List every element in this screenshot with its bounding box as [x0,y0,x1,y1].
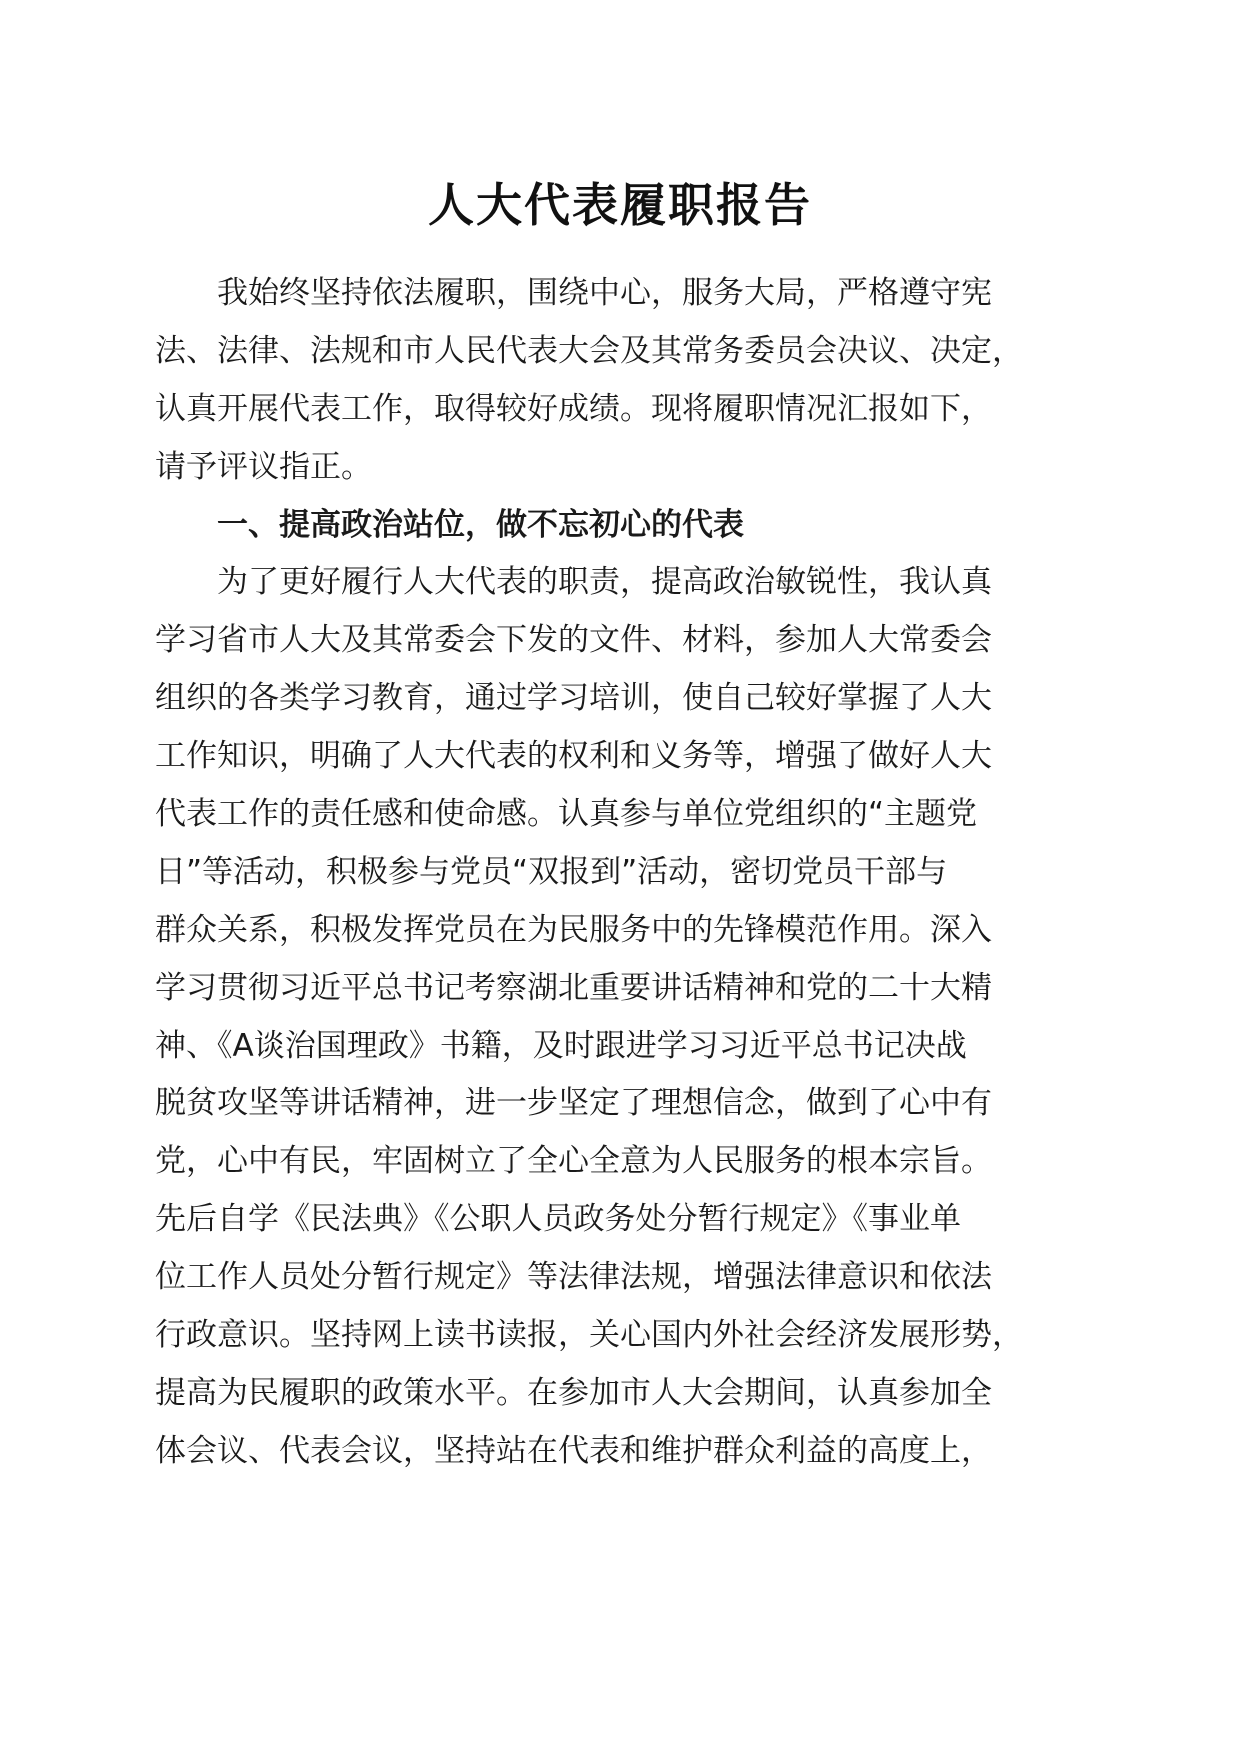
text-line: 学习省市人大及其常委会下发的文件、材料，参加人大常委会 [155,622,992,659]
text-line: 法、法律、法规和市人民代表大会及其常务委员会决议、决定， [155,332,1023,369]
text-line: 我始终坚持依法履职，围绕中心，服务大局，严格遵守宪 [155,275,992,311]
text-line: 日”等活动，积极参与党员“双报到”活动，密切党员干部与 [155,853,948,890]
text-line: 组织的各类学习教育，通过学习培训，使自己较好掌握了人大 [155,680,992,717]
document-body [155,265,1067,1481]
text-line: 提高为民履职的政策水平。在参加市人大会期间，认真参加全 [155,1374,992,1411]
text-line: 请予评议指正。 [155,448,372,485]
text-line: 党，心中有民，牢固树立了全心全意为人民服务的根本宗旨。 [155,1143,992,1180]
text-line: 体会议、代表会议，坚持站在代表和维护群众利益的高度上， [155,1432,992,1469]
text-line: 脱贫攻坚等讲话精神，进一步坚定了理想信念，做到了心中有 [155,1085,992,1122]
text-line: 位工作人员处分暂行规定》等法律法规，增强法律意识和依法 [155,1259,992,1296]
text-line: 认真开展代表工作，取得较好成绩。现将履职情况汇报如下， [155,390,992,427]
section-heading: 一、提高政治站位，做不忘初心的代表 [155,506,744,543]
text-line: 工作知识，明确了人大代表的权利和义务等，增强了做好人大 [155,738,992,775]
text-line: 神、《A谈治国理政》书籍，及时跟进学习习近平总书记决战 [155,1027,967,1064]
text-line: 先后自学《民法典》《公职人员政务处分暂行规定》《事业单 [155,1201,961,1238]
document-title: 人大代表履职报告 [428,178,812,232]
text-line: 群众关系，积极发挥党员在为民服务中的先锋模范作用。深入 [155,911,992,948]
text-line: 学习贯彻习近平总书记考察湖北重要讲话精神和党的二十大精 [155,969,992,1006]
text-line: 代表工作的责任感和使命感。认真参与单位党组织的“主题党 [155,796,978,833]
text-line: 为了更好履行人大代表的职责，提高政治敏锐性，我认真 [155,564,992,601]
text-line: 行政意识。坚持网上读书读报，关心国内外社会经济发展形势， [155,1317,1023,1354]
